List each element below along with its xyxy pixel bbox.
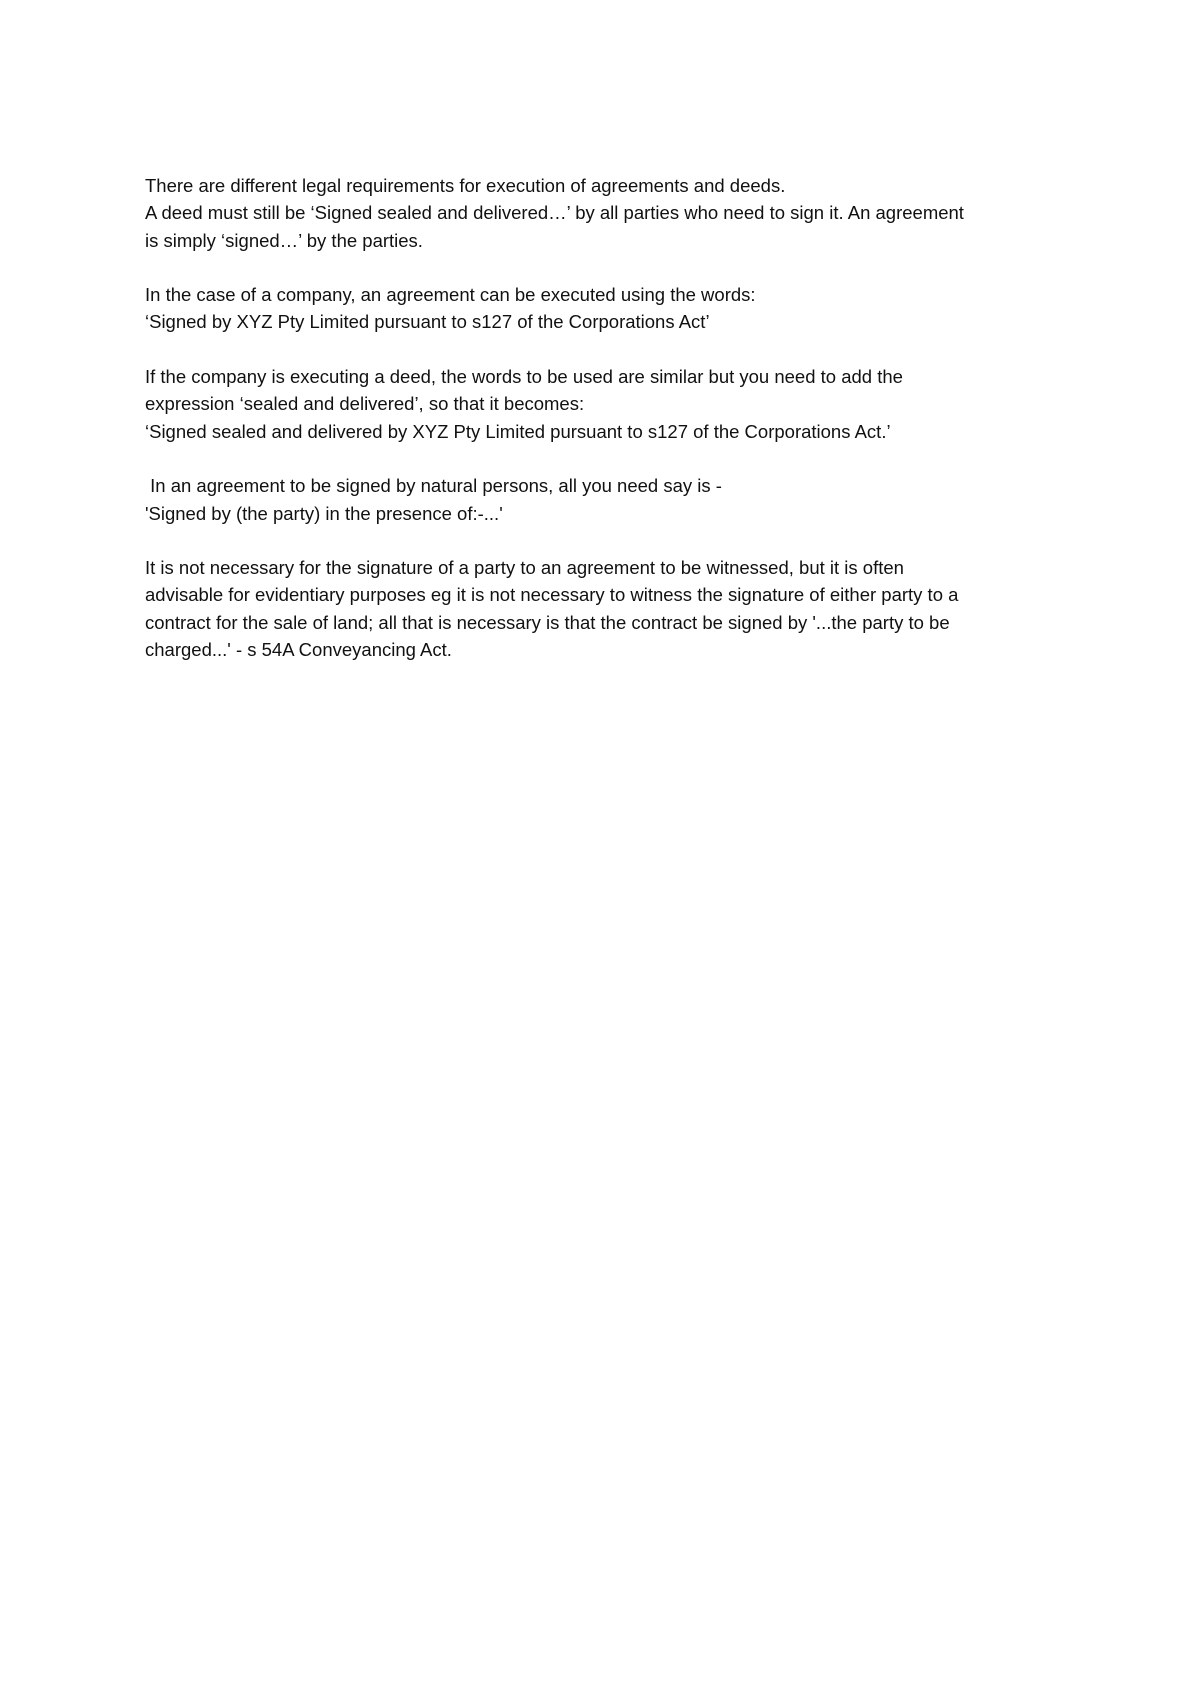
text-line: There are different legal requirements for execution of agreements and deeds. — [145, 175, 786, 196]
document-body — [145, 172, 1085, 691]
paragraph-company-agreement — [145, 281, 1085, 336]
paragraph-execution-requirements — [145, 172, 1085, 254]
text-line: It is not necessary for the signature of a party to an agreement to be witnessed, but it is often — [145, 557, 904, 579]
text-line: In an agreement to be signed by natural persons, all you need say is - — [145, 475, 722, 497]
paragraph-natural-persons — [145, 472, 1085, 527]
paragraph-witnessing — [145, 554, 1085, 663]
text-line: contract for the sale of land; all that is necessary is that the contract be signed by '...the party to be — [145, 611, 950, 633]
text-line: advisable for evidentiary purposes eg it is not necessary to witness the signature of either party to a — [145, 584, 959, 606]
text-line: If the company is executing a deed, the words to be used are similar but you need to add the — [145, 366, 903, 388]
paragraph-company-deed — [145, 363, 1085, 445]
text-line: ‘Signed by XYZ Pty Limited pursuant to s127 of the Corporations Act’ — [145, 311, 710, 333]
text-line: In the case of a company, an agreement can be executed using the words: — [145, 284, 756, 306]
text-line: A deed must still be ‘Signed sealed and delivered…’ by all parties who need to sign it. An agreement — [145, 202, 964, 224]
text-line: is simply ‘signed…’ by the parties. — [145, 229, 423, 251]
text-line: expression ‘sealed and delivered’, so that it becomes: — [145, 393, 585, 415]
text-line: charged...' - s 54A Conveyancing Act. — [145, 639, 452, 661]
text-line: 'Signed by (the party) in the presence of:-...' — [145, 502, 503, 524]
text-line: ‘Signed sealed and delivered by XYZ Pty Limited pursuant to s127 of the Corporations Act.’ — [145, 420, 891, 442]
